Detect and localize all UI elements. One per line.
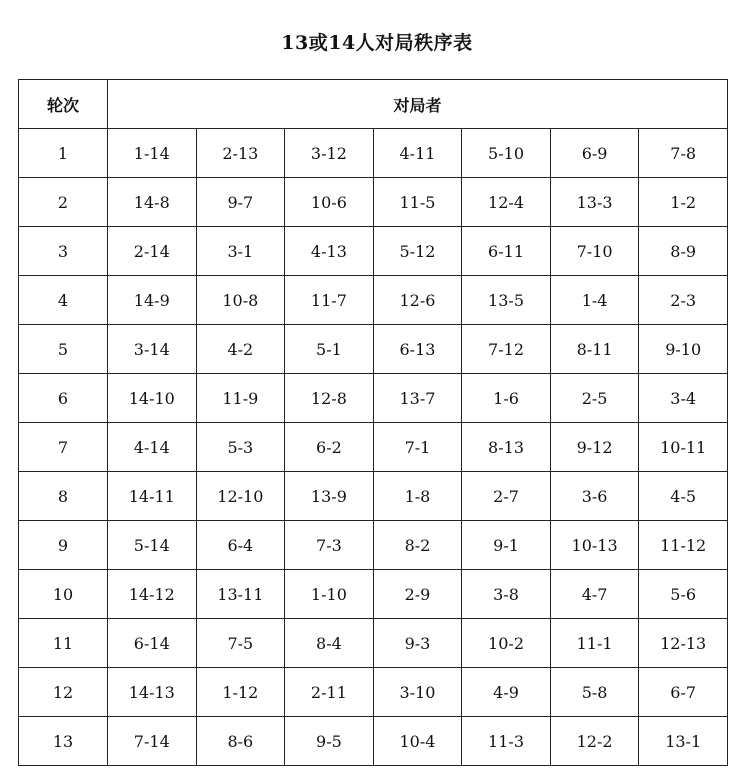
match-pair: 5-1 xyxy=(285,325,374,374)
match-pair: 7-5 xyxy=(196,619,285,668)
match-pair: 1-8 xyxy=(373,472,462,521)
match-pair: 9-1 xyxy=(462,521,551,570)
round-number: 11 xyxy=(19,619,108,668)
match-pair: 7-10 xyxy=(550,227,639,276)
table-row xyxy=(19,717,728,766)
match-pair: 5-6 xyxy=(639,570,728,619)
match-pair: 10-8 xyxy=(196,276,285,325)
table-row xyxy=(19,668,728,717)
round-number: 9 xyxy=(19,521,108,570)
match-pair: 3-6 xyxy=(550,472,639,521)
round-number: 8 xyxy=(19,472,108,521)
table-row xyxy=(19,227,728,276)
match-pair: 5-3 xyxy=(196,423,285,472)
matches-header: 对局者 xyxy=(108,80,728,129)
table-row xyxy=(19,178,728,227)
match-pair: 13-7 xyxy=(373,374,462,423)
round-number: 7 xyxy=(19,423,108,472)
match-pair: 1-10 xyxy=(285,570,374,619)
match-pair: 2-7 xyxy=(462,472,551,521)
round-number: 10 xyxy=(19,570,108,619)
match-pair: 7-14 xyxy=(108,717,197,766)
match-pair: 8-4 xyxy=(285,619,374,668)
round-number: 4 xyxy=(19,276,108,325)
match-pair: 13-5 xyxy=(462,276,551,325)
match-pair: 10-11 xyxy=(639,423,728,472)
match-pair: 3-12 xyxy=(285,129,374,178)
match-pair: 14-11 xyxy=(108,472,197,521)
round-number: 13 xyxy=(19,717,108,766)
match-pair: 5-12 xyxy=(373,227,462,276)
match-pair: 9-12 xyxy=(550,423,639,472)
match-pair: 4-2 xyxy=(196,325,285,374)
match-pair: 11-7 xyxy=(285,276,374,325)
match-pair: 9-3 xyxy=(373,619,462,668)
match-pair: 4-11 xyxy=(373,129,462,178)
match-pair: 8-11 xyxy=(550,325,639,374)
match-pair: 2-3 xyxy=(639,276,728,325)
match-pair: 4-9 xyxy=(462,668,551,717)
table-row xyxy=(19,129,728,178)
match-pair: 6-7 xyxy=(639,668,728,717)
match-pair: 7-8 xyxy=(639,129,728,178)
match-pair: 14-9 xyxy=(108,276,197,325)
match-pair: 14-12 xyxy=(108,570,197,619)
match-pair: 11-12 xyxy=(639,521,728,570)
match-pair: 13-3 xyxy=(550,178,639,227)
match-pair: 12-6 xyxy=(373,276,462,325)
match-pair: 6-14 xyxy=(108,619,197,668)
schedule-body xyxy=(19,129,728,766)
match-pair: 4-13 xyxy=(285,227,374,276)
table-row xyxy=(19,521,728,570)
match-pair: 7-1 xyxy=(373,423,462,472)
match-pair: 12-8 xyxy=(285,374,374,423)
match-pair: 2-9 xyxy=(373,570,462,619)
match-pair: 2-14 xyxy=(108,227,197,276)
match-pair: 14-13 xyxy=(108,668,197,717)
match-pair: 10-13 xyxy=(550,521,639,570)
match-pair: 2-11 xyxy=(285,668,374,717)
match-pair: 1-4 xyxy=(550,276,639,325)
match-pair: 6-9 xyxy=(550,129,639,178)
match-pair: 14-8 xyxy=(108,178,197,227)
round-number: 1 xyxy=(19,129,108,178)
match-pair: 11-5 xyxy=(373,178,462,227)
table-row xyxy=(19,570,728,619)
table-row xyxy=(19,276,728,325)
round-number: 12 xyxy=(19,668,108,717)
match-pair: 12-4 xyxy=(462,178,551,227)
match-pair: 8-2 xyxy=(373,521,462,570)
table-row xyxy=(19,423,728,472)
match-pair: 11-9 xyxy=(196,374,285,423)
round-number: 5 xyxy=(19,325,108,374)
match-pair: 10-6 xyxy=(285,178,374,227)
round-number: 2 xyxy=(19,178,108,227)
match-pair: 12-2 xyxy=(550,717,639,766)
match-pair: 1-14 xyxy=(108,129,197,178)
match-pair: 3-14 xyxy=(108,325,197,374)
match-pair: 5-8 xyxy=(550,668,639,717)
match-pair: 4-5 xyxy=(639,472,728,521)
table-row xyxy=(19,619,728,668)
match-pair: 6-2 xyxy=(285,423,374,472)
match-pair: 3-1 xyxy=(196,227,285,276)
match-pair: 1-12 xyxy=(196,668,285,717)
match-pair: 9-7 xyxy=(196,178,285,227)
match-pair: 12-10 xyxy=(196,472,285,521)
match-pair: 9-10 xyxy=(639,325,728,374)
match-pair: 3-8 xyxy=(462,570,551,619)
match-pair: 1-6 xyxy=(462,374,551,423)
match-pair: 4-7 xyxy=(550,570,639,619)
match-pair: 7-12 xyxy=(462,325,551,374)
match-pair: 13-11 xyxy=(196,570,285,619)
match-pair: 8-9 xyxy=(639,227,728,276)
header-row xyxy=(19,80,728,129)
table-row xyxy=(19,325,728,374)
match-pair: 4-14 xyxy=(108,423,197,472)
match-pair: 12-13 xyxy=(639,619,728,668)
match-pair: 3-4 xyxy=(639,374,728,423)
match-pair: 5-10 xyxy=(462,129,551,178)
match-pair: 14-10 xyxy=(108,374,197,423)
match-pair: 1-2 xyxy=(639,178,728,227)
round-number: 6 xyxy=(19,374,108,423)
match-pair: 8-6 xyxy=(196,717,285,766)
match-pair: 5-14 xyxy=(108,521,197,570)
schedule-table xyxy=(18,79,728,766)
match-pair: 13-1 xyxy=(639,717,728,766)
match-pair: 2-13 xyxy=(196,129,285,178)
match-pair: 10-4 xyxy=(373,717,462,766)
match-pair: 6-11 xyxy=(462,227,551,276)
match-pair: 3-10 xyxy=(373,668,462,717)
round-header: 轮次 xyxy=(19,80,108,129)
match-pair: 13-9 xyxy=(285,472,374,521)
round-number: 3 xyxy=(19,227,108,276)
match-pair: 10-2 xyxy=(462,619,551,668)
match-pair: 9-5 xyxy=(285,717,374,766)
match-pair: 7-3 xyxy=(285,521,374,570)
match-pair: 11-1 xyxy=(550,619,639,668)
match-pair: 11-3 xyxy=(462,717,551,766)
table-row xyxy=(19,472,728,521)
match-pair: 8-13 xyxy=(462,423,551,472)
match-pair: 6-13 xyxy=(373,325,462,374)
match-pair: 6-4 xyxy=(196,521,285,570)
page-title: 13或14人对局秩序表 xyxy=(281,32,473,54)
table-row xyxy=(19,374,728,423)
match-pair: 2-5 xyxy=(550,374,639,423)
